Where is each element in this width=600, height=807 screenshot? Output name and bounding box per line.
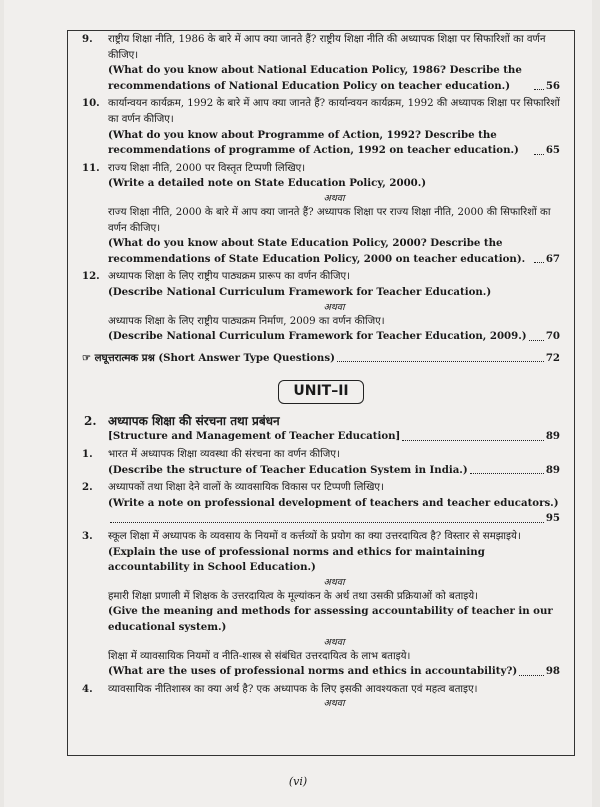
item-hindi-text: कार्यान्वयन कार्यक्रम, 1992 के बारे में आप क्या जानते हैं? कार्यान्वयन कार्यक्रम, 1992 की अध्यापक शिक्षा पर सिफारिशों का वर्णन कीजिए। bbox=[108, 98, 560, 125]
item-english-row bbox=[108, 664, 560, 680]
toc-item-9 bbox=[82, 32, 560, 94]
or-separator: अथवा bbox=[323, 301, 345, 313]
chapter-number: 2. bbox=[84, 413, 97, 428]
or-separator: अथवा bbox=[323, 636, 345, 648]
page-number: 56 bbox=[545, 79, 560, 92]
dot-leader bbox=[519, 675, 544, 676]
dot-leader bbox=[402, 440, 543, 441]
short-answer-label: ☞ लघूत्तरात्मक प्रश्न (Short Answer Type Questions) bbox=[82, 351, 335, 364]
page-number: 89 bbox=[545, 430, 560, 443]
item-english-text: (What do you know about National Education Policy, 1986? Describe the recommendations of National Education Policy on teacher education.) bbox=[108, 64, 522, 92]
item-hindi-text: व्यावसायिक नीतिशास्त्र का क्या अर्थ है? एक अध्यापक के लिए इसकी आवश्यकता एवं महत्व बताइए। bbox=[108, 683, 478, 695]
chapter-title: अध्यापक शिक्षा की संरचना तथा प्रबंधन bbox=[108, 413, 280, 428]
item-hindi-text: भारत में अध्यापक शिक्षा व्यवस्था की संरचना का वर्णन कीजिए। bbox=[108, 449, 340, 461]
item-number: 10. bbox=[82, 97, 100, 110]
item-english-text: (What are the uses of professional norms and ethics in accountability?) bbox=[108, 665, 518, 678]
item-number: 11. bbox=[82, 161, 100, 174]
item-english-row bbox=[108, 329, 560, 345]
item-english-text: (Write a note on professional development of teachers and teacher educators.) bbox=[108, 496, 559, 509]
dot-leader bbox=[534, 89, 544, 90]
item-number: 12. bbox=[82, 270, 100, 283]
item-hindi-text: अध्यापक शिक्षा के लिए राष्ट्रीय पाठ्यक्रम निर्माण, 2009 का वर्णन कीजिए। bbox=[108, 315, 385, 327]
or-separator: अथवा bbox=[323, 576, 345, 588]
page-number: 89 bbox=[545, 463, 560, 476]
item-hindi-text: राज्य शिक्षा नीति, 2000 के बारे में आप क्या जानते हैं? अध्यापक शिक्षा पर राज्य शिक्षा नीति, 2000 की सिफारिशों का वर्णन कीजिए। bbox=[108, 206, 551, 234]
table-of-contents bbox=[82, 32, 560, 710]
item-hindi-text: अध्यापक शिक्षा के लिए राष्ट्रीय पाठ्यक्रम प्रारूप का वर्णन कीजिए। bbox=[108, 271, 351, 283]
item-hindi-text: राष्ट्रीय शिक्षा नीति, 1986 के बारे में आप क्या जानते हैं? राष्ट्रीय शिक्षा नीति की अध्यापक शिक्षा पर सिफारिशों का वर्णन कीजिए। bbox=[108, 34, 546, 61]
chapter-subtitle-row bbox=[108, 429, 560, 445]
toc-item-2-2 bbox=[82, 480, 560, 527]
toc-item-10 bbox=[82, 96, 560, 158]
item-page-row bbox=[108, 511, 560, 527]
item-english-row bbox=[108, 236, 560, 267]
short-answer-row bbox=[82, 351, 560, 367]
item-english-row bbox=[108, 463, 560, 479]
item-english-text: (Describe National Curriculum Framework for Teacher Education.) bbox=[108, 285, 492, 298]
item-english-text: (Write a detailed note on State Education Policy, 2000.) bbox=[108, 177, 427, 190]
page-number: 70 bbox=[545, 330, 560, 343]
item-hindi-text: शिक्षा में व्यावसायिक नियमों व नीति-शास्त्र से संबंधित उत्तरदायित्व के लाभ बताइये। bbox=[108, 650, 411, 662]
item-english-row bbox=[108, 128, 560, 159]
item-hindi-text: अध्यापकों तथा शिक्षा देने वालों के व्यावसायिक विकास पर टिप्पणी लिखिए। bbox=[108, 482, 384, 494]
item-english-text: (Explain the use of professional norms and ethics for maintaining accountability in School Education.) bbox=[108, 545, 485, 574]
dot-leader bbox=[470, 473, 544, 474]
item-english-text: (What do you know about Programme of Action, 1992? Describe the recommendations of programme of Action, 1992 on teacher education.) bbox=[108, 128, 519, 157]
page-number: 95 bbox=[545, 512, 560, 525]
unit-label: UNIT–II bbox=[278, 380, 363, 404]
page-footer-number: (vi) bbox=[288, 775, 308, 788]
toc-item-11 bbox=[82, 161, 560, 268]
page-number: 98 bbox=[545, 665, 560, 678]
dot-leader bbox=[534, 154, 544, 155]
item-hindi-text: हमारी शिक्षा प्रणाली में शिक्षक के उत्तरदायित्व के मूल्यांकन के अर्थ तथा उसकी प्रक्रियाओं को बताइये। bbox=[108, 590, 479, 602]
item-english-row bbox=[108, 63, 560, 94]
item-number: 3. bbox=[82, 530, 93, 543]
item-english-text: (Give the meaning and methods for assessing accountability of teacher in our educational system.) bbox=[108, 605, 553, 633]
page-number: 65 bbox=[545, 144, 560, 157]
or-separator: अथवा bbox=[323, 192, 345, 204]
chapter-heading bbox=[82, 414, 560, 445]
dot-leader bbox=[534, 262, 544, 263]
item-english-text: (What do you know about State Education Policy, 2000? Describe the recommendations of State Education Policy, 2000 on teacher education). bbox=[108, 237, 526, 265]
unit-heading bbox=[82, 380, 560, 404]
item-number: 2. bbox=[82, 481, 93, 494]
book-page bbox=[4, 0, 592, 807]
item-hindi-text: राज्य शिक्षा नीति, 2000 पर विस्तृत टिप्पणी लिखिए। bbox=[108, 162, 306, 174]
toc-item-2-4 bbox=[82, 682, 560, 711]
item-number: 4. bbox=[82, 682, 93, 695]
toc-item-2-1 bbox=[82, 447, 560, 478]
or-separator: अथवा bbox=[323, 698, 345, 710]
page-number: 72 bbox=[545, 351, 560, 364]
item-english-text: (Describe National Curriculum Framework for Teacher Education, 2009.) bbox=[108, 330, 527, 343]
item-number: 9. bbox=[82, 33, 93, 45]
item-number: 1. bbox=[82, 448, 93, 461]
chapter-subtitle: [Structure and Management of Teacher Education] bbox=[108, 430, 401, 443]
dot-leader bbox=[110, 522, 544, 523]
dot-leader bbox=[337, 361, 544, 362]
dot-leader bbox=[529, 340, 544, 341]
item-english-text: (Describe the structure of Teacher Education System in India.) bbox=[108, 463, 468, 476]
toc-item-2-3 bbox=[82, 529, 560, 680]
page-number: 67 bbox=[545, 252, 560, 265]
item-hindi-text: स्कूल शिक्षा में अध्यापक के व्यवसाय के नियमों व कर्त्तव्यों के प्रयोग का क्या उत्तरदायित्व है? विस्तार से समझाइये। bbox=[108, 531, 521, 543]
toc-item-12 bbox=[82, 269, 560, 344]
